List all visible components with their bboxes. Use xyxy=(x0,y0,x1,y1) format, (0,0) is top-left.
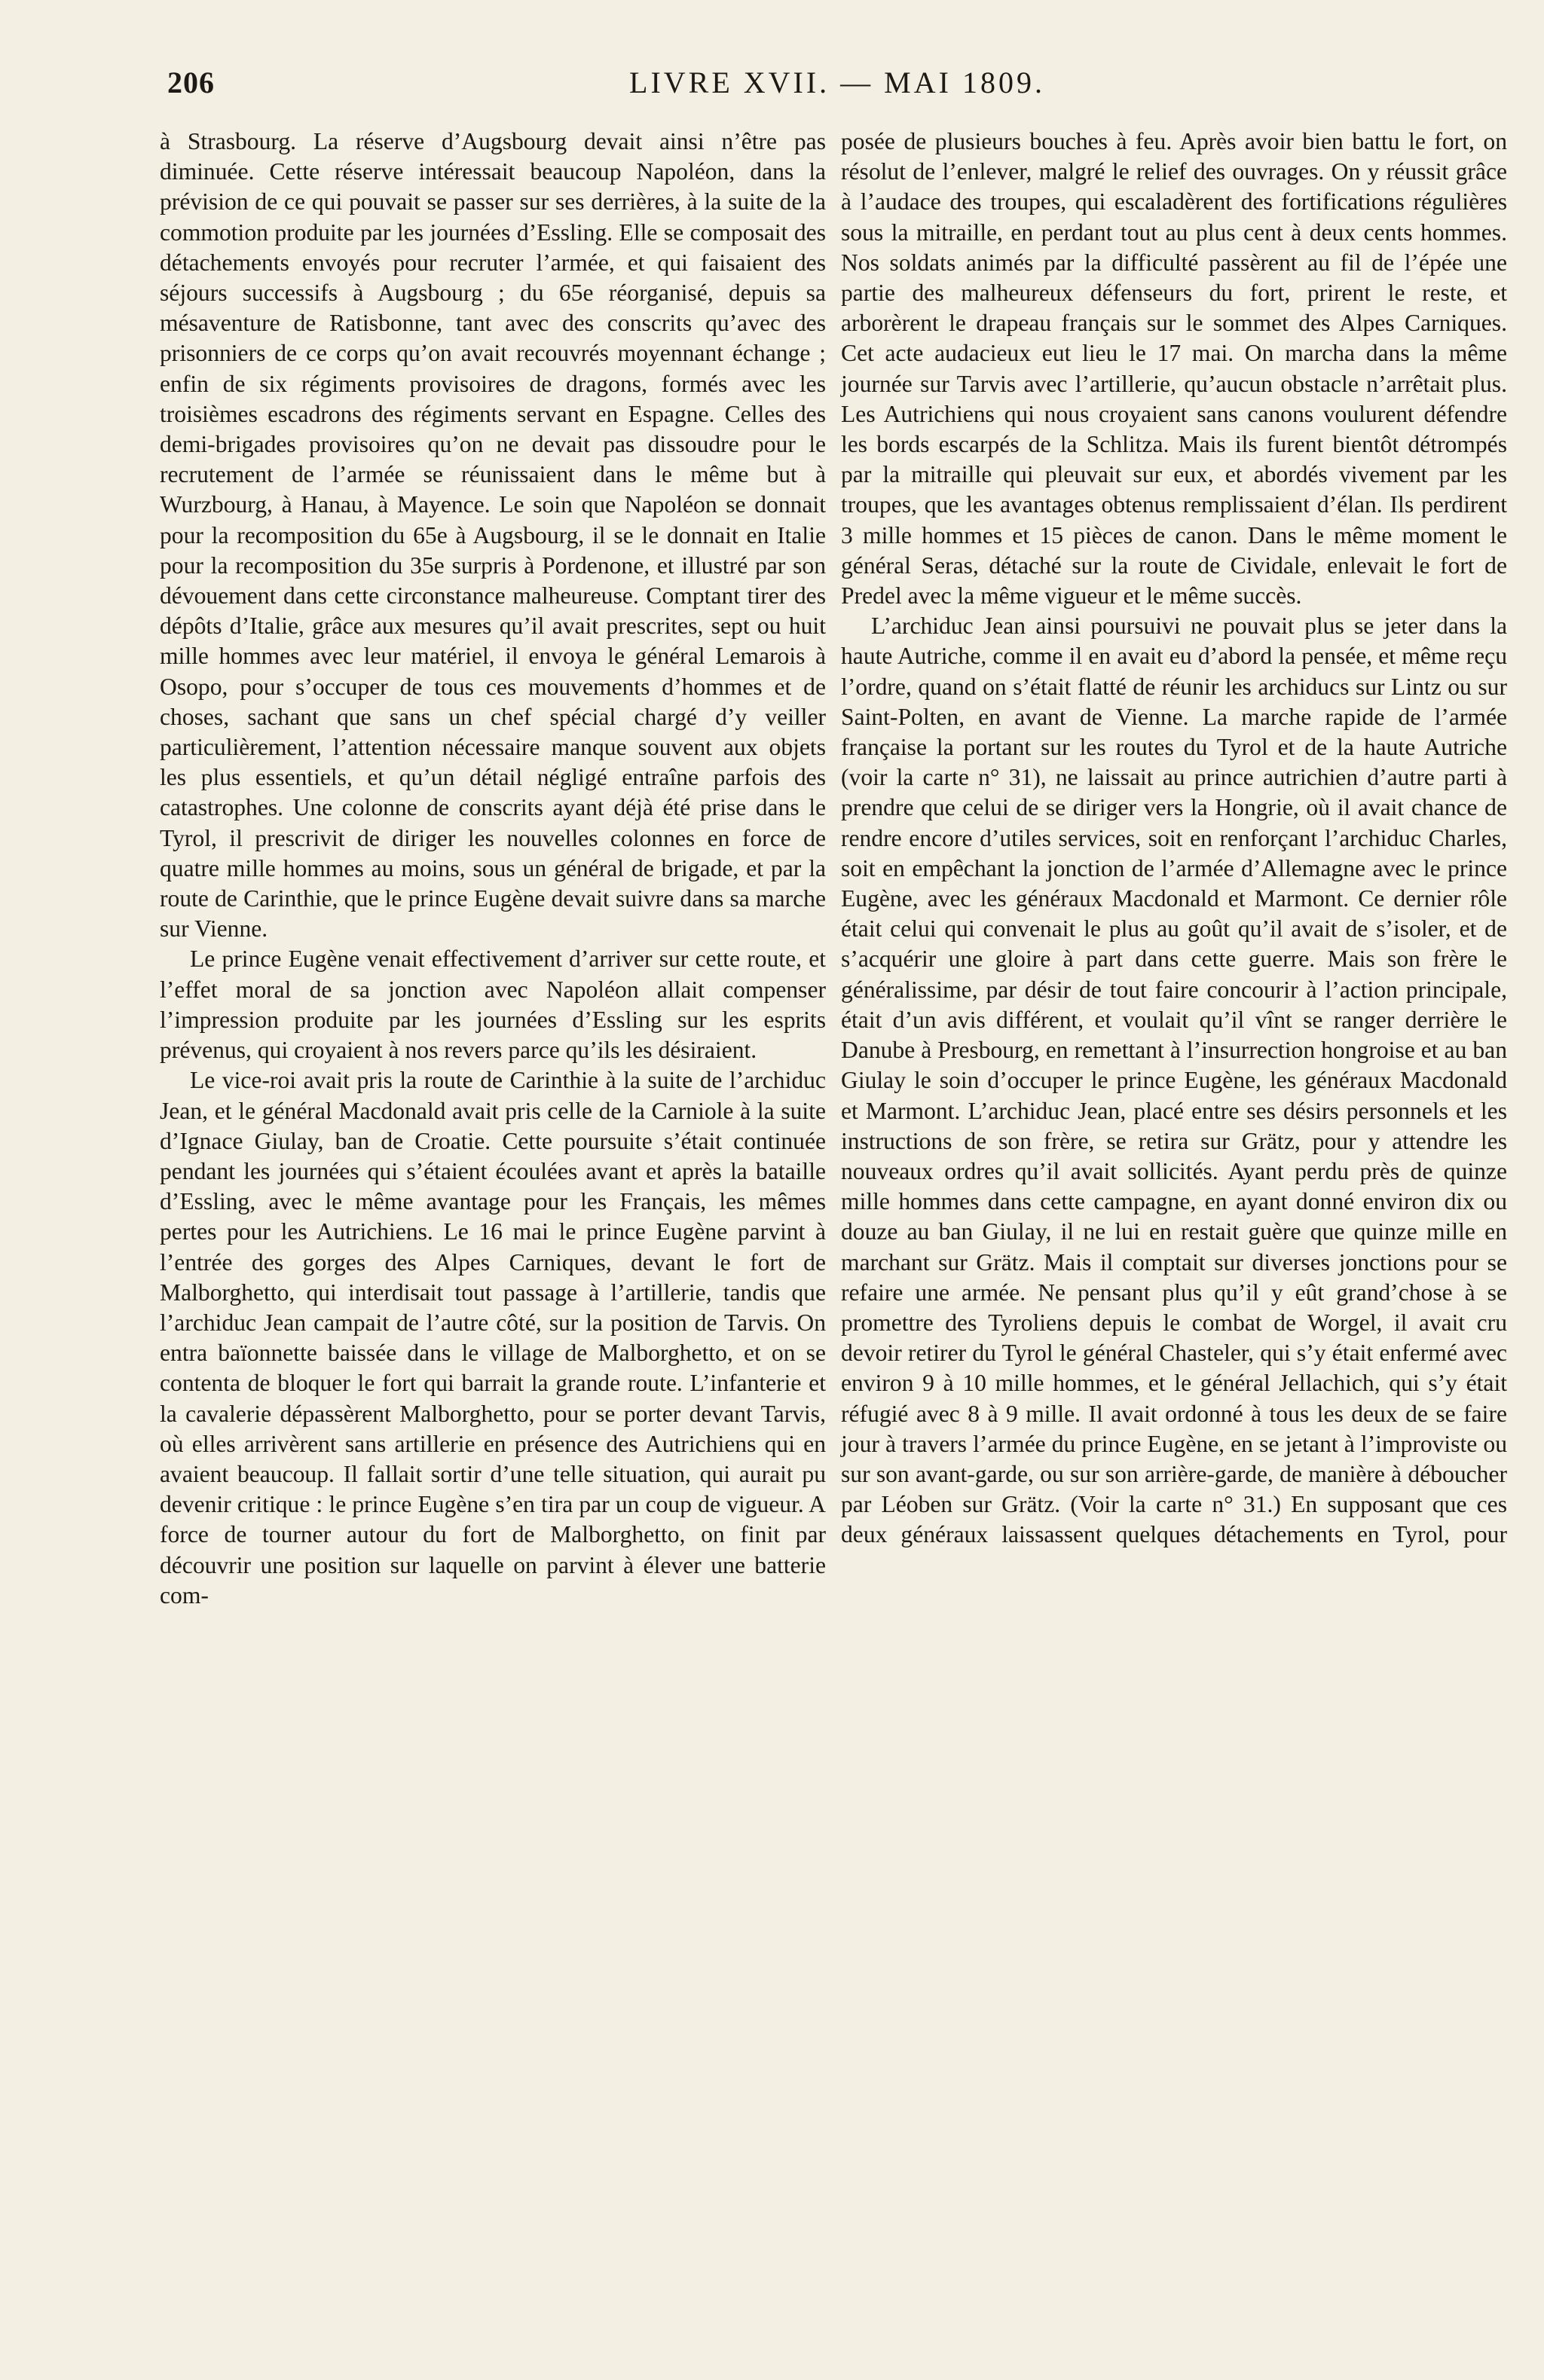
page-number: 206 xyxy=(167,66,215,99)
text-column-right xyxy=(841,127,1507,1551)
text-column-left xyxy=(160,127,826,1611)
running-title: LIVRE XVII. — MAI 1809. xyxy=(629,66,1045,99)
paragraph: posée de plusieurs bouches à feu. Après avoir bien battu le fort, on résolut de l’enlever, malgré le relief des ouvrages. On y réussit grâce à l’audace des troupes, qui escaladèrent des fortifications régulières sous la mitraille, en perdant tout au plus cent à deux cents hommes. Nos soldats animés par la difficulté passèrent au fil de l’épée une partie des malheureux défenseurs du fort, prirent le reste, et arborèrent le drapeau français sur le sommet des Alpes Carniques. Cet acte audacieux eut lieu le 17 mai. On marcha dans la même journée sur Tarvis avec l’artillerie, qu’aucun obstacle n’arrêtait plus. Les Autrichiens qui nous croyaient sans canons voulurent défendre les bords escarpés de la Schlitza. Mais ils furent bientôt détrompés par la mitraille qui pleuvait sur eux, et abordés vivement par les troupes, que les avantages obtenus remplissaient d’élan. Ils perdirent 3 mille hommes et 15 pièces de canon. Dans le même moment le général Seras, détaché sur la route de Cividale, enlevait le fort de Predel avec la même vigueur et le même succès. xyxy=(841,128,1507,610)
paragraph: L’archiduc Jean ainsi poursuivi ne pouvait plus se jeter dans la haute Autriche, comme il en avait eu d’abord la pensée, et même reçu l’ordre, quand on s’était flatté de réunir les archiducs sur Lintz ou sur Saint-Polten, en avant de Vienne. La marche rapide de l’armée française la portant sur les routes du Tyrol et de la haute Autriche (voir la carte n° 31), ne laissait au prince autrichien d’autre parti à prendre que celui de se diriger vers la Hongrie, où il avait chance de rendre encore d’utiles services, soit en renforçant l’archiduc Charles, soit en empêchant la jonction de l’armée d’Allemagne avec le prince Eugène, avec les généraux Macdonald et Marmont. Ce dernier rôle était celui qui convenait le plus au goût qu’il avait de s’isoler, et de s’acquérir une gloire à part dans cette guerre. Mais son frère le généralissime, par désir de tout faire concourir à l’action principale, était d’un avis différent, et voulait qu’il vînt se ranger derrière le Danube à Presbourg, en remettant à l’insurrection hongroise et au ban Giulay le soin d’occuper le prince Eugène, les généraux Macdonald et Marmont. L’archiduc Jean, placé entre ses désirs personnels et les instructions de son frère, se retira sur Grätz, pour y attendre les nouveaux ordres qu’il avait sollicités. Ayant perdu près de quinze mille hommes dans cette campagne, en ayant donné environ dix ou douze au ban Giulay, il ne lui en restait guère que quinze mille en marchant sur Grätz. Mais il comptait sur diverses jonctions pour se refaire une armée. Ne pensant plus qu’il y eût grand’chose à se promettre des Tyroliens depuis le combat de Worgel, il avait cru devoir retirer du Tyrol le général Chasteler, qui s’y était enfermé avec environ 9 à 10 mille hommes, et le général Jellachich, qui s’y était réfugié avec 8 à 9 mille. Il avait ordonné à tous les deux de se faire jour à travers l’armée du prince Eugène, en se jetant à l’improviste ou sur son avant-garde, ou sur son arrière-garde, de manière à déboucher par Léoben sur Grätz. (Voir la carte n° 31.) En supposant que ces deux généraux laissassent quelques détachements en Tyrol, pour xyxy=(841,613,1507,1548)
running-header xyxy=(167,65,1507,118)
paragraph: à Strasbourg. La réserve d’Augsbourg devait ainsi n’être pas diminuée. Cette réserve intéressait beaucoup Napoléon, dans la prévision de ce qui pouvait se passer sur ses derrières, à la suite de la commotion produite par les journées d’Essling. Elle se composait des détachements envoyés pour recruter l’armée, et qui faisaient des séjours successifs à Augsbourg ; du 65e réorganisé, depuis sa mésaventure de Ratisbonne, tant avec des conscrits qu’avec des prisonniers de ce corps qu’on avait recouvrés moyennant échange ; enfin de six régiments provisoires de dragons, formés avec les troisièmes escadrons des régiments servant en Espagne. Celles des demi-brigades provisoires qu’on ne devait pas dissoudre pour le recrutement de l’armée se réunissaient dans le même but à Wurzbourg, à Hanau, à Mayence. Le soin que Napoléon se donnait pour la recomposition du 65e à Augsbourg, il se le donnait en Italie pour la recomposition du 35e surpris à Pordenone, et illustré par son dévouement dans cette circonstance malheureuse. Comptant tirer des dépôts d’Italie, grâce aux mesures qu’il avait prescrites, sept ou huit mille hommes avec leur matériel, il envoya le général Lemarois à Osopo, pour s’occuper de tous ces mouvements d’hommes et de choses, sachant que sans un chef spécial chargé d’y veiller particulièrement, l’attention nécessaire manque souvent aux objets les plus essentiels, et qu’un détail négligé entraîne parfois des catastrophes. Une colonne de conscrits ayant déjà été prise dans le Tyrol, il prescrivit de diriger les nouvelles colonnes en force de quatre mille hommes au moins, sous un général de brigade, et par la route de Carinthie, que le prince Eugène devait suivre dans sa marche sur Vienne. xyxy=(160,128,826,943)
paragraph: Le vice-roi avait pris la route de Carinthie à la suite de l’archiduc Jean, et le général Macdonald avait pris celle de la Carniole à la suite d’Ignace Giulay, ban de Croatie. Cette poursuite s’était continuée pendant les journées qui s’étaient écoulées avant et après la bataille d’Essling, avec le même avantage pour les Français, les mêmes pertes pour les Autrichiens. Le 16 mai le prince Eugène parvint à l’entrée des gorges des Alpes Carniques, devant le fort de Malborghetto, qui interdisait tout passage à l’artillerie, tandis que l’archiduc Jean campait de l’autre côté, sur la position de Tarvis. On entra baïonnette baissée dans le village de Malborghetto, et on se contenta de bloquer le fort qui barrait la grande route. L’infanterie et la cavalerie dépassèrent Malborghetto, pour se porter devant Tarvis, où elles arrivèrent sans artillerie en présence des Autrichiens qui en avaient beaucoup. Il fallait sortir d’une telle situation, qui aurait pu devenir critique : le prince Eugène s’en tira par un coup de vigueur. A force de tourner autour du fort de Malborghetto, on finit par découvrir une position sur laquelle on parvint à élever une batterie com- xyxy=(160,1067,826,1609)
paragraph: Le prince Eugène venait effectivement d’arriver sur cette route, et l’effet moral de sa jonction avec Napoléon allait compenser l’impression produite par les journées d’Essling sur les esprits prévenus, qui croyaient à nos revers parce qu’ils les désiraient. xyxy=(160,946,826,1064)
